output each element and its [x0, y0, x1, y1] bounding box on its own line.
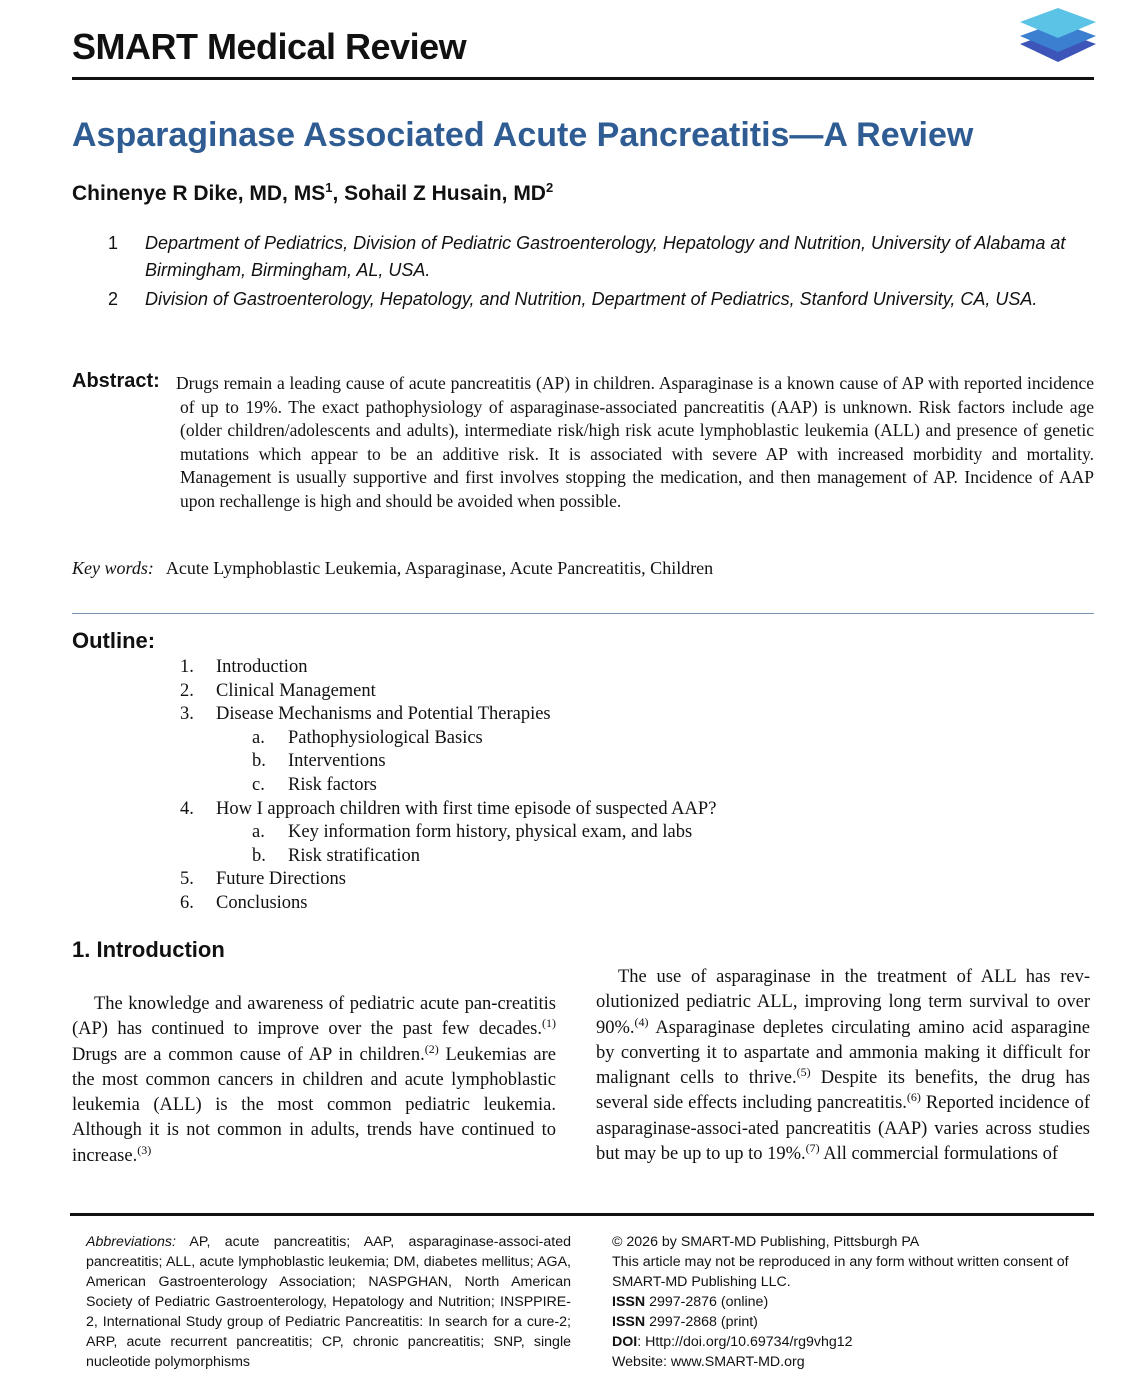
introduction-heading: 1. Introduction — [72, 937, 225, 962]
abbreviations-label: Abbreviations: — [86, 1234, 176, 1250]
citation-mark: (4) — [634, 1014, 649, 1029]
publication-info — [612, 1232, 1082, 1372]
affiliation-item — [108, 286, 1098, 313]
paragraph-text: The use of asparaginase in the treatment of ALL has rev-olutionized pediatric ALL, improving long term survival to over 90%. — [596, 967, 1090, 1038]
outline-item — [252, 844, 420, 868]
citation-mark: (1) — [542, 1016, 556, 1031]
affiliation-item — [108, 230, 1098, 284]
author-affiliation-mark: 2 — [545, 180, 554, 195]
issn-print: ISSN 2997-2868 (print) — [612, 1314, 758, 1330]
outline-marker: 1. — [180, 657, 194, 677]
citation-mark: (5) — [796, 1065, 811, 1080]
abbreviations-text: AP, acute pancreatitis; AAP, asparaginase-associ-ated pancreatitis; ALL, acute lymphoblastic leukemia; DM, diabetes mellitus; AGA, American Gastroenterology Association; NASPGHAN, North American Society of Pediatric Gastroenterology, Hepatology and Nutrition; INSPPIRE-2, International Study group of Pediatric Pancreatitis: In search for a cure-2; ARP, acute recurrent pancreatitis; CP, chronic pancreatitis; SNP, single nucleotide polymorphisms — [86, 1234, 571, 1370]
issn-online: ISSN 2997-2876 (online) — [612, 1294, 769, 1310]
affiliation-text: Department of Pediatrics, Division of Pediatric Gastroenterology, Hepatology and Nutrition, University of Alabama at Birmingham, Birmingham, AL, USA. — [145, 233, 1066, 280]
stacked-layers-logo-icon — [1018, 6, 1098, 68]
outline-text: Interventions — [288, 751, 386, 772]
outline-item — [180, 867, 346, 891]
outline-text: How I approach children with first time episode of suspected AAP? — [216, 798, 717, 819]
citation-mark: (6) — [906, 1090, 921, 1105]
keywords-text: Acute Lymphoblastic Leukemia, Asparaginase, Acute Pancreatitis, Children — [165, 558, 714, 578]
author-name: Chinenye R Dike, MD, MS — [72, 182, 326, 205]
affiliation-text: Division of Gastroenterology, Hepatology, and Nutrition, Department of Pediatrics, Stanford University, CA, USA. — [145, 289, 1038, 309]
introduction-paragraph — [72, 992, 556, 1169]
outline-item — [252, 726, 483, 750]
outline-item — [252, 749, 386, 773]
body-column-left — [72, 992, 556, 1169]
affiliation-number: 2 — [108, 289, 119, 309]
journal-title: SMART Medical Review — [72, 26, 467, 67]
outline-text: Introduction — [216, 657, 308, 677]
footer-divider — [70, 1213, 1094, 1216]
outline-item — [252, 820, 692, 844]
outline-item — [180, 655, 307, 679]
citation-mark: (3) — [137, 1142, 152, 1157]
keywords-label: Key words: — [72, 558, 154, 578]
introduction-paragraph — [596, 965, 1090, 1167]
outline-item — [180, 797, 716, 821]
outline-marker: a. — [252, 822, 265, 843]
citation-mark: (7) — [805, 1140, 820, 1155]
body-column-right — [596, 965, 1090, 1167]
outline-item — [180, 679, 376, 703]
outline-text: Risk factors — [288, 775, 377, 795]
doi-link[interactable]: : Http://doi.org/10.69734/rg9vhg12 — [637, 1334, 853, 1350]
abstract-text: Drugs remain a leading cause of acute pancreatitis (AP) in children. Asparaginase is a known cause of AP with reported incidence of up to 19%. The exact pathophysiology of asparaginase-associated pancreatitis (AAP) is unknown. Risk factors include age (older children/adolescents and adults), intermediate risk/high risk acute lymphoblastic leukemia (ALL) and presence of genetic mutations which appear to be an additive risk. It is associated with severe AP with increased morbidity and mortality. Management is usually supportive and first involves stopping the medication, and then management of AP. Incidence of AAP upon rechallenge is high and should be avoided when possible. — [176, 373, 1094, 511]
outline-item — [180, 891, 307, 915]
outline-item — [252, 773, 377, 797]
author-separator: , — [332, 182, 345, 205]
outline-marker: b. — [252, 751, 266, 772]
outline-marker: 6. — [180, 893, 194, 913]
outline-heading: Outline: — [72, 628, 156, 653]
website-link[interactable]: Website: www.SMART-MD.org — [612, 1354, 805, 1370]
affiliation-number: 1 — [108, 233, 119, 253]
outline-marker: b. — [252, 845, 266, 866]
abstract-label: Abstract: — [72, 370, 160, 392]
outline-marker: a. — [252, 727, 265, 748]
copyright-line: © 2026 by SMART-MD Publishing, Pittsburgh PA — [612, 1234, 920, 1250]
doi-line — [612, 1332, 1082, 1352]
abbreviations-footnote — [86, 1232, 571, 1372]
issn-label: ISSN — [612, 1314, 646, 1330]
reproduction-notice: This article may not be reproduced in any form without written consent of SMART-MD Publishing LLC. — [612, 1254, 1069, 1290]
outline-text: Key information form history, physical exam, and labs — [288, 822, 693, 843]
outline-text: Pathophysiological Basics — [288, 727, 483, 748]
citation-mark: (2) — [424, 1041, 439, 1056]
header-divider — [72, 77, 1094, 80]
outline-text: Disease Mechanisms and Potential Therapies — [216, 704, 551, 725]
doi-label: DOI — [612, 1334, 638, 1350]
author-list — [72, 180, 553, 206]
paragraph-text: Asparaginase depletes circulating amino acid asparagine by converting it to aspartate and ammonia making it difficult for malignant cells to thrive. — [596, 1017, 1090, 1089]
outline-text: Risk stratification — [288, 845, 421, 866]
keywords — [72, 558, 713, 579]
outline-text: Clinical Management — [216, 680, 376, 701]
outline-marker: 2. — [180, 680, 194, 701]
paragraph-text: Drugs are a common cause of AP in children. — [72, 1044, 425, 1065]
paragraph-text: Despite its benefits, the drug has several side effects including pancreatitis. — [596, 1068, 1090, 1114]
issn-label: ISSN — [612, 1294, 646, 1310]
outline-marker: 4. — [180, 798, 194, 819]
outline-marker: 3. — [180, 704, 194, 725]
author-affiliation-mark: 1 — [325, 180, 333, 195]
paragraph-text: All commercial formulations of — [819, 1144, 1059, 1165]
section-divider — [72, 613, 1094, 614]
paragraph-text: Leukemias are the most common cancers in children and acute lymphoblastic leukemia (ALL) is the most common pediatric leukemia. Although it is not common in adults, trends have continued to increase. — [72, 1044, 556, 1166]
outline-marker: c. — [252, 775, 265, 795]
paragraph-text: Reported incidence of asparaginase-associ-ated pancreatitis (AAP) varies across studies but may be up to up to 19%. — [596, 1093, 1090, 1165]
outline-item — [180, 702, 551, 726]
article-title: Asparaginase Associated Acute Pancreatitis—A Review — [72, 116, 974, 154]
outline-text: Future Directions — [216, 869, 346, 890]
outline-marker: 5. — [180, 869, 194, 890]
outline-text: Conclusions — [216, 893, 308, 913]
author-name: Sohail Z Husain, MD — [344, 182, 546, 205]
paragraph-text: The knowledge and awareness of pediatric acute pan-creatitis (AP) has continued to improve over the past few decades. — [72, 994, 556, 1040]
